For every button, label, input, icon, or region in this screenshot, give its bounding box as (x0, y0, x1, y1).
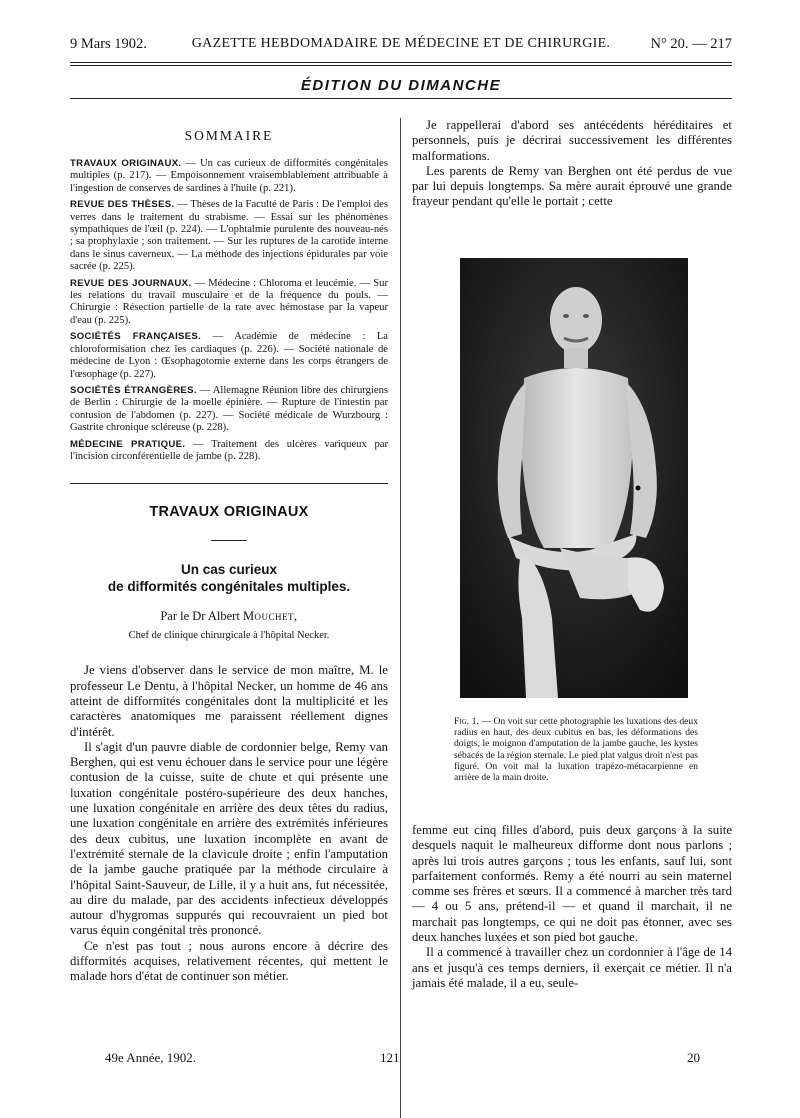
header-rule-double (70, 65, 732, 66)
footer-volume: 49e Année, 1902. (105, 1050, 196, 1065)
author-affiliation: Chef de clinique chirurgicale à l'hôpital Necker. (128, 630, 330, 642)
sommaire-item-text: — Académie de médecine : La chloroformisation chez les cardiaques (p. 226). — Société nationale de médecine de Lyon : Œsophagotomie externe dans les corps étrangers de l'œsophage (p. 227). (70, 331, 388, 380)
paragraph: femme eut cinq filles d'abord, puis deux garçons à la suite desquels naquit le malheureux difforme dont nous parlons ; après lui trois autres garçons ; tous les enfants, sauf lui, sont parfaitement conformés. Remy a été nourri au sein maternel comme ses frères et sœurs. Il a commencé à marcher très tard — 4 ou 5 ans, prétend-il — et quand il marchait, il ne marchait pas longtemps, ce qui ne doit pas étonner, avec ses deux hanches luxées et son pied bot gauche. (412, 823, 732, 945)
header-issue-number: N° 20. — 217 (650, 36, 732, 52)
sommaire-item-text: — Médecine : Chloroma et leucémie. — Sur les relations du travail musculaire et de la fréquence du pouls. — Chirurgie : Résection partielle de la rate avec hémostase par la vapeur d'eau (p. 225). (70, 277, 388, 326)
sommaire-item-text: — Allemagne Réunion libre des chirurgiens de Berlin : Chirurgie de la moelle épinière. — Rupture de l'intestin par contusion de l'abdomen (p. 227). — Société médicale de Wurzbourg : Gastrite chronique scléreuse (p. 228). (70, 384, 388, 434)
figure-1-caption (454, 716, 698, 783)
byline-author: Mouchet, (242, 609, 298, 624)
sommaire-list (70, 158, 388, 463)
paragraph: Il a commencé à travailler chez un cordonnier à l'âge de 14 ans et jusqu'à ces temps derniers, il exerçait ce métier. Il n'a jamais été malade, il a eu, seule- (412, 945, 732, 990)
article-title-line1: Un cas curieux (180, 562, 278, 578)
header-rule (70, 62, 732, 63)
paragraph: Il s'agit d'un pauvre diable de cordonnier belge, Remy van Berghen, qui est venu échouer dans le service pour une légère contusion de la cuisse, suite de chute et qui présente une luxation congénitale postéro-supérieure des deux hanches, une luxation congénitale en arrière des deux têtes du radius, une luxation congénitale en arrière des extrémités inférieures des deux cubitus, une luxation incomplète en avant de l'extrémité sternale de la clavicule droite ; enfin l'amputation de la jambe gauche pratiquée par la méthode circulaire à l'hôpital Saint-Sauveur, de Lille, il y a huit ans, fut nécessitée, au dire du malade, par des accidents infectieux développés autour d'hygromas suppurés qui recouvraient un pied bot varus équin congénital très prononcé. (70, 739, 388, 938)
sommaire-item-heading: REVUE DES THÈSES. (70, 199, 175, 211)
sommaire-item-text: — Thèses de la Faculté de Paris : De l'emploi des verres dans le traitement du strabisme. — Essai sur les phénomènes sympathiques de l'œil (p. 224). — L'ophtalmie purulente des nouveau-nés ; sa prophylaxie ; son traitement. — Sur les ruptures de la carotide interne dans le sinus caverneux. — La méthode des injections épidurales par voie sacrée (p. 225). (70, 199, 389, 273)
byline-prefix: Par le Dr Albert (160, 609, 243, 624)
column-divider (400, 118, 401, 1118)
edition-title: ÉDITION DU DIMANCHE (300, 77, 502, 94)
article-body-right-top (412, 118, 732, 210)
sommaire-item (70, 439, 388, 464)
article-byline (70, 609, 388, 624)
sommaire-item (70, 331, 388, 381)
header-date: 9 Mars 1902. (70, 36, 147, 52)
edition-rule (70, 98, 732, 99)
section-rule (211, 540, 247, 541)
article-title-line2: de difformités congénitales multiples. (107, 579, 351, 595)
article-title (70, 561, 388, 595)
sommaire-item (70, 158, 388, 195)
paragraph: Je viens d'observer dans le service de mon maître, M. le professeur Le Dentu, à l'hôpital Necker, un homme de 46 ans atteint de difformités congénitales dont la multiplicité et les caractères anatomiques me paraissent réellement dignes d'intérêt. (70, 663, 388, 739)
sommaire-separator (70, 483, 388, 484)
figure-1-photograph (460, 258, 688, 698)
article-body-right-bottom (412, 823, 732, 991)
sommaire-item-heading: REVUE DES JOURNAUX. (70, 277, 192, 289)
article-body-left (70, 663, 388, 984)
right-column (412, 118, 732, 990)
paragraph: Je rappellerai d'abord ses antécédents héréditaires et personnels, puis je décrirai successivement les différentes malformations. (412, 118, 732, 163)
sommaire-item-heading: MÉDECINE PRATIQUE. (70, 438, 186, 450)
sommaire-item-text: — Un cas curieux de difformités congénitales multiples (p. 217). — Empoisonnement vraisemblablement attribuable à l'ingestion de conserves de sardines à l'huile (p. 221). (70, 158, 388, 194)
sommaire-item (70, 199, 388, 273)
running-header (70, 36, 732, 56)
section-title: TRAVAUX ORIGINAUX (149, 504, 309, 521)
sommaire-item-text: — Traitement des ulcères variqueux par l'incision circonférentielle de jambe (p. 228). (70, 438, 388, 462)
footer-number: 20 (687, 1050, 700, 1065)
footer-page: 121 (380, 1050, 400, 1065)
sommaire-title: SOMMAIRE (184, 128, 274, 143)
caption-label: Fig. 1. (454, 716, 479, 727)
patient-photo-icon (460, 258, 688, 698)
sommaire-item (70, 385, 388, 435)
left-column (70, 118, 388, 985)
paragraph: Ce n'est pas tout ; nous aurons encore à décrire des difformités acquises, relativement récentes, qui mettent le malade hors d'état de continuer son métier. (70, 938, 388, 984)
paragraph: Les parents de Remy van Berghen ont été perdus de vue par lui depuis longtemps. Sa mère aurait éprouvé une grande frayeur pendant qu'elle le portait ; cette (412, 163, 732, 209)
header-journal-title: GAZETTE HEBDOMADAIRE DE MÉDECINE ET DE CHIRURGIE. (191, 36, 611, 51)
sommaire-item (70, 278, 388, 328)
sommaire-item-heading: SOCIÉTÉS ÉTRANGÈRES. (70, 384, 197, 396)
sommaire-item-heading: SOCIÉTÉS FRANÇAISES. (70, 331, 202, 343)
caption-text: — On voit sur cette photographie les luxations des deux radius en haut, des deux cubitus en bas, les déformations des doigts, le moignon d'amputation de la jambe gauche, les kystes sébacés de la région sternale. Le pied plat valgus droit n'est pas figuré. On voit mal la luxation trapézo-métacarpienne en arrière de la main droite. (454, 716, 698, 784)
sommaire-item-heading: TRAVAUX ORIGINAUX. (70, 158, 182, 169)
